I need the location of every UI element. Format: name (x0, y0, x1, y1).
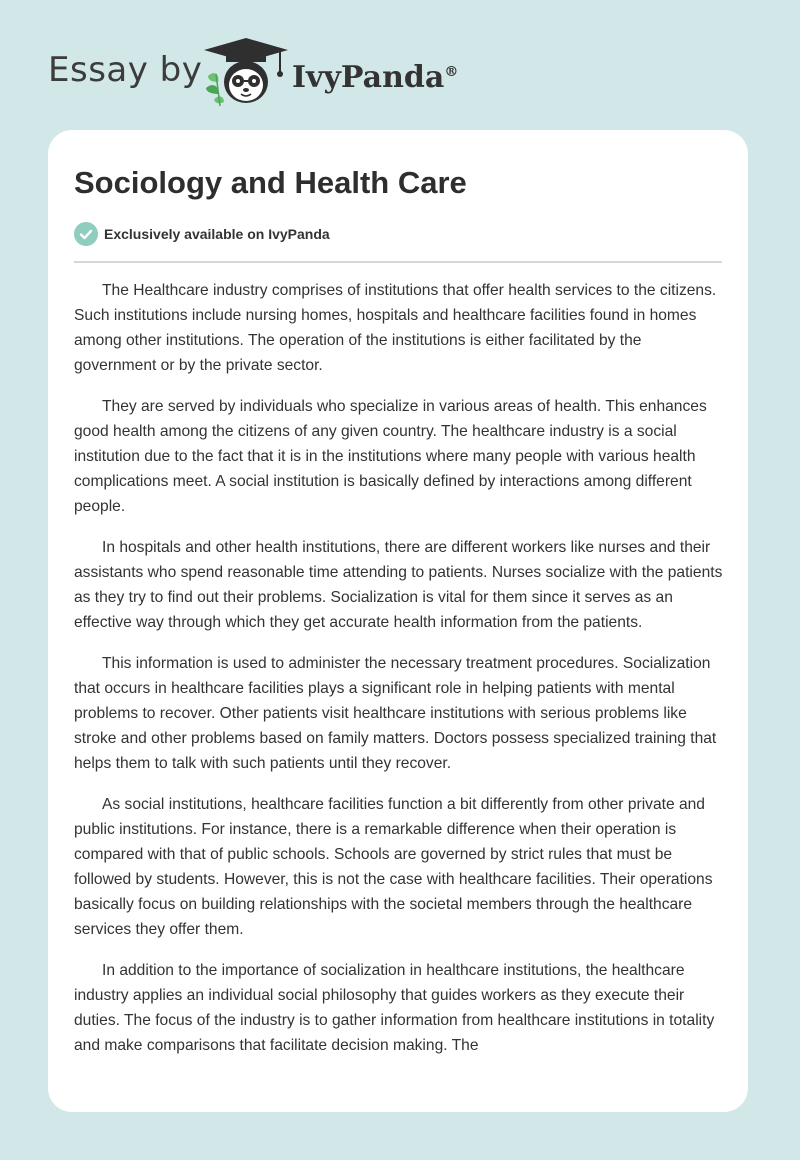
essay-body (74, 278, 726, 1074)
site-header (0, 0, 800, 130)
paragraph: They are served by individuals who specialize in various areas of health. This enhances good health among the citizens of any given country. The healthcare industry is a social institution due to the fact that it is in the institutions where many people with various health complications meet. A social institution is basically defined by interactions among different people. (74, 398, 707, 515)
exclusive-badge (74, 222, 330, 246)
essay-title: Sociology and Health Care (74, 165, 467, 200)
brand-name[interactable]: IvyPanda® (292, 60, 459, 95)
essay-card (48, 130, 748, 1112)
paragraph: This information is used to administer the necessary treatment procedures. Socialization that occurs in healthcare facilities plays a significant role in helping patients with mental problems to recover. Other patients visit healthcare institutions with serious problems like stroke and other problems based on family matters. Doctors possess specialized training that helps them to talk with such patients until they recover. (74, 655, 717, 772)
title-divider (74, 261, 722, 263)
paragraph: In addition to the importance of socialization in healthcare institutions, the healthcare industry applies an individual social philosophy that guides workers as they execute their duties. The focus of the industry is to gather information from healthcare institutions in totality and make comparisons that facilitate decision making. The (74, 962, 715, 1054)
registered-mark: ® (444, 64, 459, 80)
paragraph: The Healthcare industry comprises of institutions that offer health services to the citizens. Such institutions include nursing homes, hospitals and healthcare facilities found in homes among other institutions. The operation of the institutions is either facilitated by the government or by the private sector. (74, 282, 717, 374)
paragraph: In hospitals and other health institutions, there are different workers like nurses and their assistants who spend reasonable time attending to patients. Nurses socialize with the patients as they try to find out their problems. Socialization is vital for them since it serves as an effective way through which they get accurate health information from the patients. (74, 539, 723, 631)
panda-logo-icon[interactable] (200, 36, 292, 108)
exclusive-label: Exclusively available on IvyPanda (104, 226, 330, 242)
check-circle-icon (74, 222, 98, 246)
paragraph: As social institutions, healthcare facilities function a bit differently from other private and public institutions. For instance, there is a remarkable difference when their operation is compared with that of public schools. Schools are governed by strict rules that must be followed by students. However, this is not the case with healthcare facilities. Their operations basically focus on building relationships with the societal members through the healthcare services they offer them. (74, 796, 713, 938)
essay-by-label: Essay by (48, 50, 203, 90)
